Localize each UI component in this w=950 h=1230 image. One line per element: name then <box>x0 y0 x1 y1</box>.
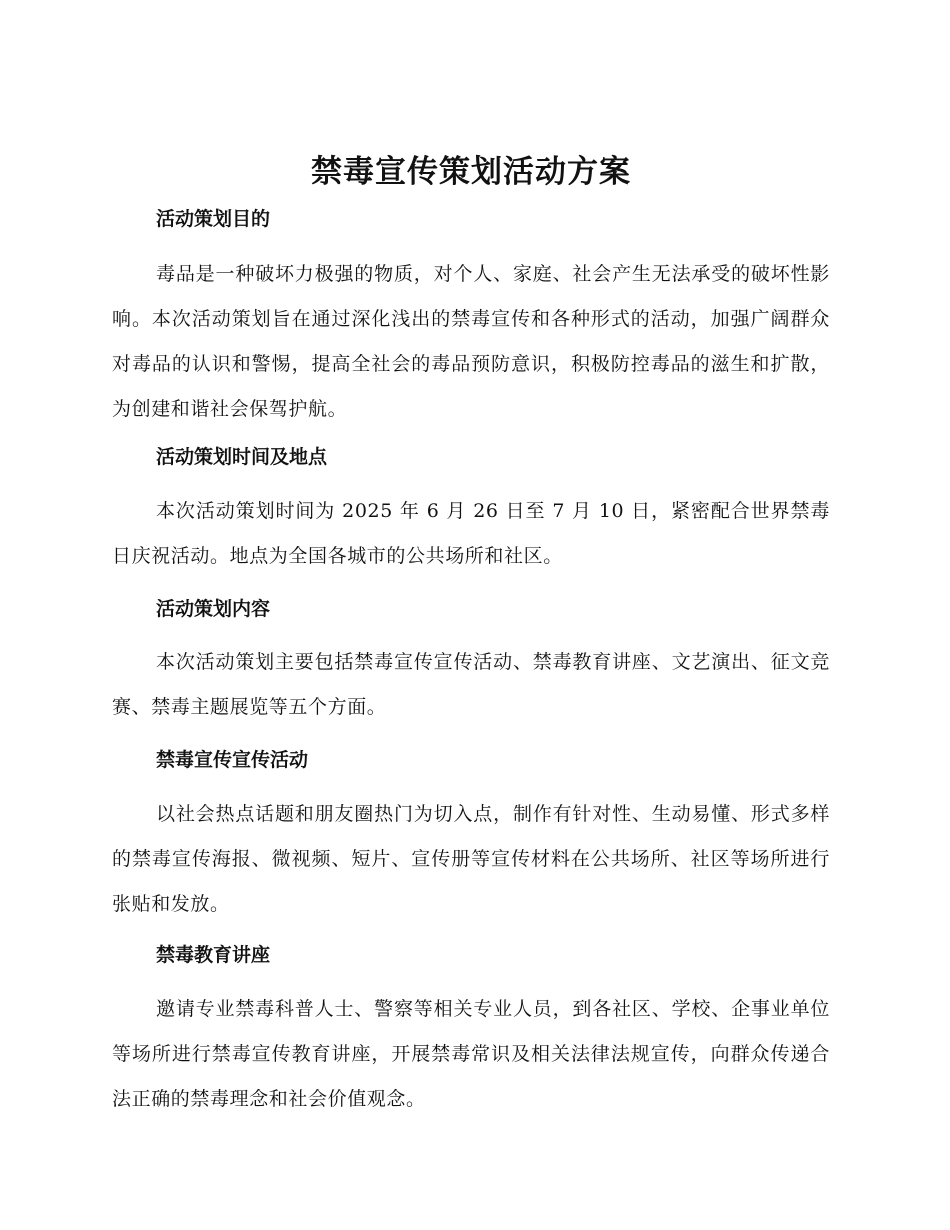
section-body-lecture: 邀请专业禁毒科普人士、警察等相关专业人员，到各社区、学校、企事业单位等场所进行禁毒宣传教育讲座，开展禁毒常识及相关法律法规宣传，向群众传递合法正确的禁毒理念和社会价值观念。 <box>112 998 830 1110</box>
section-body-content: 本次活动策划主要包括禁毒宣传宣传活动、禁毒教育讲座、文艺演出、征文竞赛、禁毒主题展览等五个方面。 <box>112 651 830 718</box>
section-body-purpose: 毒品是一种破坏力极强的物质，对个人、家庭、社会产生无法承受的破坏性影响。本次活动策划旨在通过深化浅出的禁毒宣传和各种形式的活动，加强广阔群众对毒品的认识和警惕，提高全社会的毒品预防意识，积极防控毒品的滋生和扩散，为创建和谐社会保驾护航。 <box>112 263 830 420</box>
document-title: 禁毒宣传策划活动方案 <box>311 154 631 190</box>
section-heading-time-place: 活动策划时间及地点 <box>156 446 328 468</box>
section-body-time-place: 本次活动策划时间为 2025 年 6 月 26 日至 7 月 10 日，紧密配合世界禁毒日庆祝活动。地点为全国各城市的公共场所和社区。 <box>112 500 830 567</box>
section-heading-purpose: 活动策划目的 <box>156 208 271 230</box>
section-heading-publicity: 禁毒宣传宣传活动 <box>156 749 309 771</box>
section-body-publicity: 以社会热点话题和朋友圈热门为切入点，制作有针对性、生动易懂、形式多样的禁毒宣传海报、微视频、短片、宣传册等宣传材料在公共场所、社区等场所进行张贴和发放。 <box>112 803 830 915</box>
section-heading-lecture: 禁毒教育讲座 <box>156 944 271 966</box>
section-heading-content: 活动策划内容 <box>156 598 271 620</box>
